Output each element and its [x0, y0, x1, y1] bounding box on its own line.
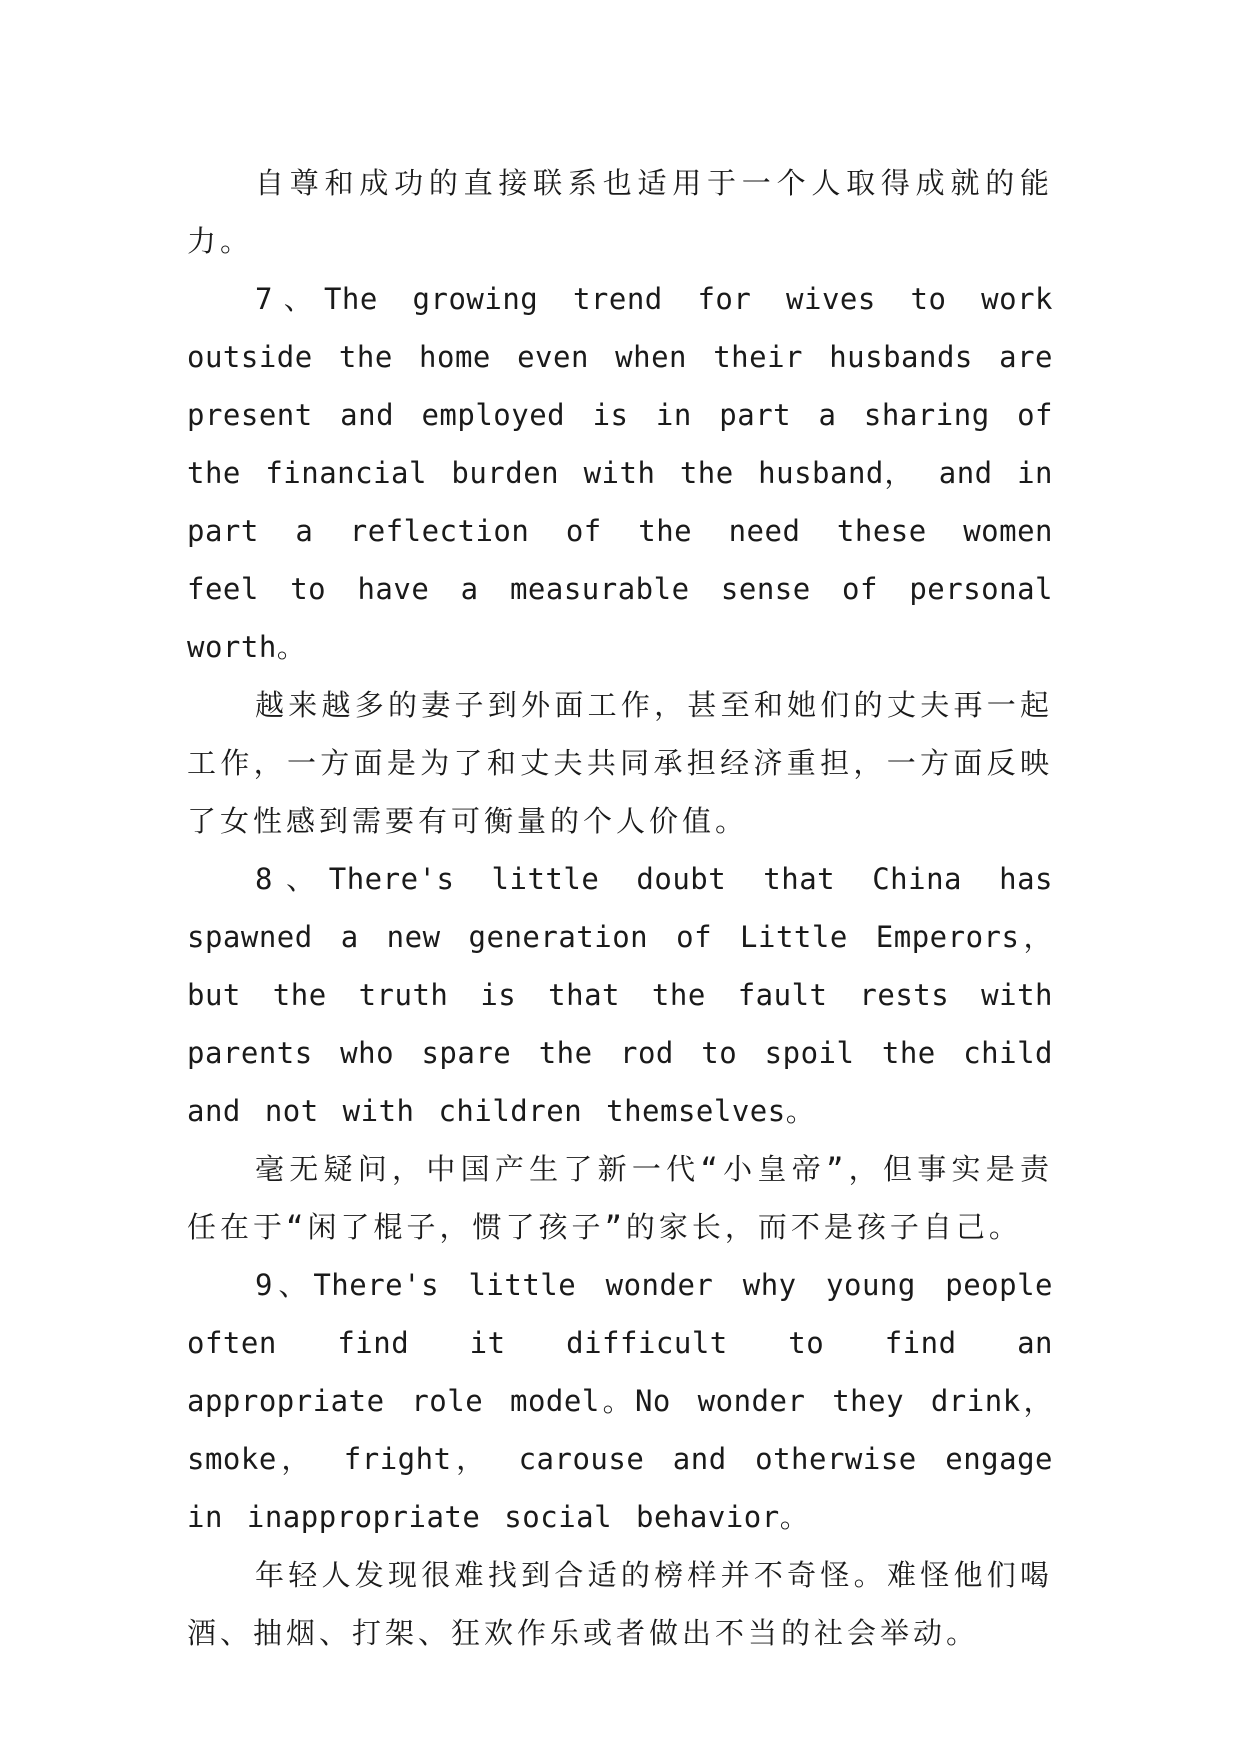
paragraph-zh-self-esteem: 自尊和成功的直接联系也适用于一个人取得成就的能力。 [187, 166, 1053, 258]
paragraph-zh-item-9-translation: 年轻人发现很难找到合适的榜样并不奇怪。难怪他们喝酒、抽烟、打架、狂欢作乐或者做出不当的社会举动。 [187, 1558, 1053, 1650]
paragraph-en-item-7: 7、The growing trend for wives to work outside the home even when their husbands are present and employed is in part a sharing of the financial burden with the husband， and in part a reflection of the need these women feel to have a measurable sense of personal worth。 [187, 282, 1053, 664]
paragraph-zh-item-7-translation: 越来越多的妻子到外面工作，甚至和她们的丈夫再一起工作，一方面是为了和丈夫共同承担经济重担，一方面反映了女性感到需要有可衡量的个人价值。 [187, 688, 1053, 838]
paragraph-zh-item-8-translation: 毫无疑问，中国产生了新一代“小皇帝”，但事实是责任在于“闲了棍子，惯了孩子”的家长，而不是孩子自己。 [187, 1152, 1053, 1244]
paragraph-en-item-9: 9、There's little wonder why young people often find it difficult to find an appropriate role model。No wonder they drink， smoke， fright， carouse and otherwise engage in inappropriate social behavior。 [187, 1268, 1053, 1534]
document-page [187, 154, 1053, 1662]
paragraph-en-item-8: 8、There's little doubt that China has spawned a new generation of Little Emperors， but the truth is that the fault rests with parents who spare the rod to spoil the child and not with children themselves。 [187, 862, 1053, 1128]
